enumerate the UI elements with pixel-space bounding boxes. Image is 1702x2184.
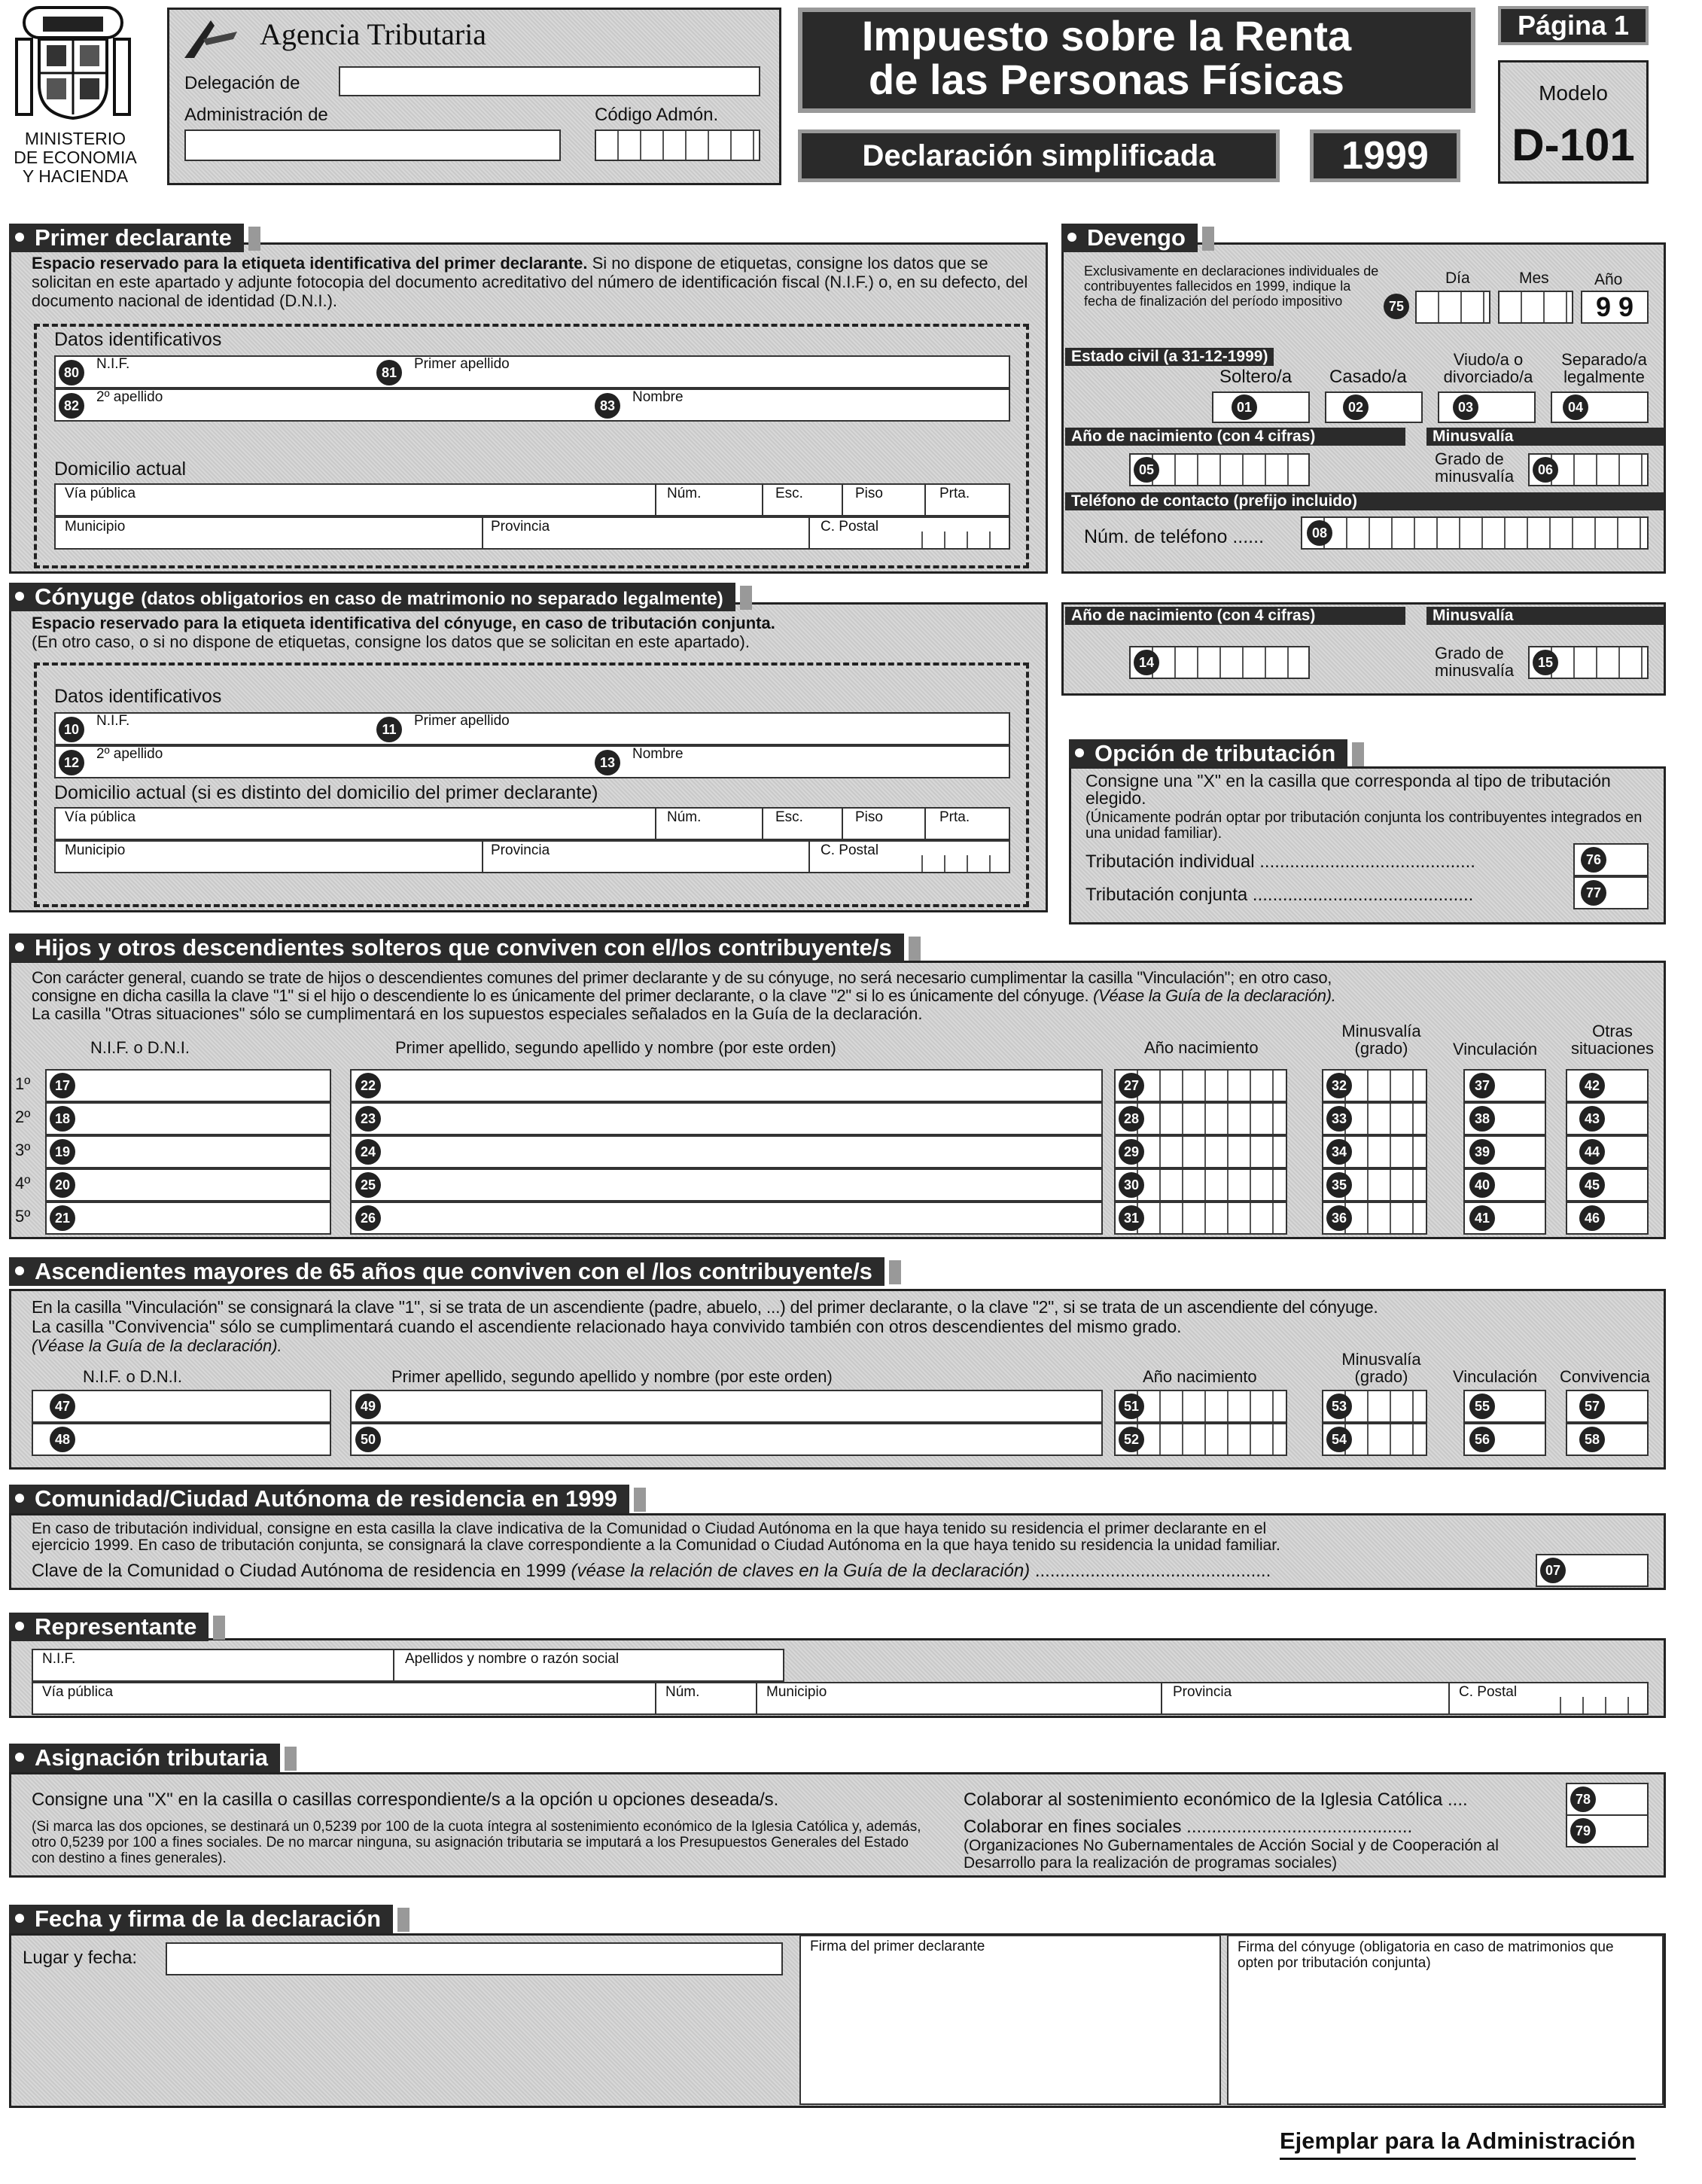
representante-municipio-label: Municipio (766, 1684, 827, 1700)
conyuge-grado-label: Grado de minusvalía (1435, 644, 1515, 680)
primer-id-row-2[interactable] (54, 388, 1010, 422)
hijos-otras-input[interactable] (1566, 1069, 1649, 1102)
box-30-icon: 30 (1119, 1172, 1144, 1198)
box-22-icon: 22 (355, 1073, 381, 1098)
representante-via-label: Vía pública (42, 1684, 114, 1700)
box-56-icon: 56 (1469, 1427, 1495, 1452)
box-75-icon: 75 (1384, 294, 1409, 319)
hijos-otras-input[interactable] (1566, 1202, 1649, 1235)
box-32-icon: 32 (1326, 1073, 1352, 1098)
primer-id-row-1[interactable] (54, 355, 1010, 388)
devengo-mes-label: Mes (1519, 270, 1549, 287)
hijos-otras-input[interactable] (1566, 1102, 1649, 1135)
box-83-icon: 83 (595, 393, 620, 419)
box-19-icon: 19 (50, 1139, 75, 1165)
devengo-ano-value: 9 9 (1581, 291, 1649, 324)
primer-segundo-apellido-label: 2º apellido (96, 389, 163, 405)
iglesia-label: Colaborar al sostenimiento económico de la Iglesia Católica .... (964, 1790, 1468, 1810)
ascend-text-2: La casilla "Convivencia" sólo se cumplimentará cuando el ascendiente relacionado haya convivido también con otros descendientes del mismo grado. (32, 1317, 1182, 1336)
primer-municipio-label: Municipio (65, 519, 126, 535)
title-line-2: de las Personas Físicas (869, 56, 1344, 103)
devengo-mes-input[interactable] (1498, 291, 1573, 324)
fines-note: (Organizaciones No Gubernamentales de Acción Social y de Cooperación al Desarrollo para la realización de programas sociales) (964, 1837, 1499, 1872)
conyuge-header-small: (datos obligatorios en caso de matrimonio no separado legalmente) (141, 589, 723, 609)
primer-provincia-label: Provincia (491, 519, 550, 535)
conyuge-via-label: Vía pública (65, 809, 136, 825)
devengo-dia-input[interactable] (1415, 291, 1490, 324)
year-box: 1999 (1310, 129, 1460, 182)
firma-conyuge-label: Firma del cónyuge (obligatoria en caso de matrimonios que opten por tributación conjunta) (1238, 1939, 1614, 1971)
box-14-icon: 14 (1134, 650, 1159, 675)
estado-soltero-input[interactable] (1212, 391, 1310, 423)
agency-name: Agencia Tributaria (260, 17, 487, 51)
box-15-icon: 15 (1533, 650, 1558, 675)
codigo-admon-input[interactable] (595, 129, 760, 161)
asignacion-text-2: (Si marca las dos opciones, se destinará un 0,5239 por 100 de la cuota íntegra al sostenimiento económico de la Iglesia Católica y, además, otro 0,5239 por 100 a fines sociales. De no marcar ninguna, su asignación tributaria se imputará a los Presupuestos Generales del Estado con destino a fines generales). (32, 1819, 921, 1866)
tributacion-individual-label: Tributación individual ........................................... (1085, 851, 1475, 872)
conyuge-note-rest: (En otro caso, o si no dispone de etiquetas, consigne los datos que se solicitan en este apartado). (32, 632, 750, 651)
administracion-input[interactable] (184, 129, 561, 161)
devengo-text: Exclusivamente en declaraciones individuales de contribuyentes fallecidos en 1999, indique la fecha de finalización del período impositivo (1084, 263, 1379, 309)
primer-via-label: Vía pública (65, 486, 136, 501)
box-23-icon: 23 (355, 1106, 381, 1132)
agency-logo-icon (181, 17, 241, 62)
conyuge-cpostal-label: C. Postal (821, 842, 879, 858)
separado-label: Separado/a legalmente (1561, 350, 1647, 386)
ascend-text-3: (Véase la Guía de la declaración). (32, 1336, 282, 1355)
ascend-conv-input[interactable] (1566, 1390, 1649, 1423)
hijos-col-name: Primer apellido, segundo apellido y nombre (por este orden) (395, 1038, 836, 1057)
box-53-icon: 53 (1326, 1394, 1352, 1419)
conyuge-note-bold: Espacio reservado para la etiqueta identificativa del cónyuge, en caso de tributación conjunta. (32, 614, 775, 632)
firma-primer-box[interactable] (799, 1935, 1221, 2105)
representante-apellidos-label: Apellidos y nombre o razón social (405, 1651, 620, 1667)
hijos-header: Hijos y otros descendientes solteros que conviven con el/los contribuyente/s (9, 934, 904, 962)
primer-apellido-label: Primer apellido (414, 356, 510, 372)
conyuge-municipio-label: Municipio (65, 842, 126, 858)
hijos-name-input[interactable] (350, 1069, 1103, 1102)
ascend-col-name: Primer apellido, segundo apellido y nombre (por este orden) (391, 1367, 833, 1386)
ascend-col-nif: N.I.F. o D.N.I. (83, 1367, 183, 1386)
box-02-icon: 02 (1343, 394, 1369, 420)
box-48-icon: 48 (50, 1427, 75, 1452)
box-31-icon: 31 (1119, 1205, 1144, 1231)
conyuge-esc-label: Esc. (775, 809, 803, 825)
conyuge-piso-label: Piso (855, 809, 883, 825)
lugar-fecha-input[interactable] (166, 1942, 783, 1975)
hijos-text-2 (32, 986, 1336, 1005)
representante-num-label: Núm. (665, 1684, 700, 1700)
hijos-text-2-italic: (Véase la Guía de la declaración). (1093, 986, 1336, 1005)
comunidad-text-3-italic: (véase la relación de claves en la Guía de la declaración) (571, 1561, 1031, 1581)
hijos-nif-input[interactable] (45, 1168, 331, 1202)
box-76-icon: 76 (1581, 847, 1606, 873)
modelo-code: D-101 (1512, 120, 1635, 170)
box-78-icon: 78 (1570, 1786, 1596, 1812)
conyuge-header: Cónyuge (datos obligatorios en caso de matrimonio no separado legalmente) (9, 583, 735, 611)
representante-nif-label: N.I.F. (42, 1651, 76, 1667)
box-54-icon: 54 (1326, 1427, 1352, 1452)
hijos-name-input[interactable] (350, 1102, 1103, 1135)
conyuge-minusvalia-header: Minusvalía (1426, 607, 1664, 625)
hijos-nif-input[interactable] (45, 1069, 331, 1102)
conyuge-datos-label: Datos identificativos (54, 686, 222, 707)
primer-esc-label: Esc. (775, 486, 803, 501)
comunidad-text-3-main: Clave de la Comunidad o Ciudad Autónoma de residencia en 1999 (32, 1561, 571, 1581)
comunidad-text-3 (32, 1561, 1271, 1580)
box-11-icon: 11 (376, 717, 402, 742)
fines-label: Colaborar en fines sociales ............................................. (964, 1817, 1413, 1837)
lugar-fecha-label: Lugar y fecha: (23, 1948, 138, 1968)
box-35-icon: 35 (1326, 1172, 1352, 1198)
page-number-badge: Página 1 (1498, 6, 1649, 45)
box-37-icon: 37 (1469, 1073, 1495, 1098)
ascend-nif-input[interactable] (32, 1423, 331, 1456)
modelo-label: Modelo (1539, 81, 1608, 105)
fecha-header: Fecha y firma de la declaración (9, 1905, 393, 1933)
comunidad-header: Comunidad/Ciudad Autónoma de residencia en 1999 (9, 1485, 629, 1513)
hijos-col-nif: N.I.F. o D.N.I. (90, 1038, 190, 1057)
primer-nombre-label: Nombre (632, 389, 684, 405)
box-55-icon: 55 (1469, 1394, 1495, 1419)
primer-num-label: Núm. (667, 486, 702, 501)
administracion-label: Administración de (184, 105, 328, 125)
ascend-col-conv: Convivencia (1560, 1367, 1650, 1386)
box-21-icon: 21 (50, 1205, 75, 1231)
box-57-icon: 57 (1579, 1394, 1605, 1419)
opcion-text-1: Consigne una "X" en la casilla que corresponda al tipo de tributación elegido. (1085, 771, 1611, 808)
ascend-conv-input[interactable] (1566, 1423, 1649, 1456)
hijos-otras-input[interactable] (1566, 1135, 1649, 1168)
hijos-nif-input[interactable] (45, 1102, 331, 1135)
hijos-col-minus: Minusvalía (grado) (1341, 1022, 1421, 1058)
ascend-name-input[interactable] (350, 1423, 1103, 1456)
hijos-row-label: 2º (15, 1107, 31, 1126)
conyuge-domicilio-label: Domicilio actual (si es distinto del domicilio del primer declarante) (54, 782, 598, 803)
box-52-icon: 52 (1119, 1427, 1144, 1452)
box-17-icon: 17 (50, 1073, 75, 1098)
codigo-admon-label: Código Admón. (595, 105, 719, 125)
primer-domicilio-label: Domicilio actual (54, 458, 187, 480)
ano-nacimiento-header: Año de nacimiento (con 4 cifras) (1065, 428, 1405, 446)
hijos-otras-input[interactable] (1566, 1168, 1649, 1202)
box-06-icon: 06 (1533, 457, 1558, 483)
box-20-icon: 20 (50, 1172, 75, 1198)
primer-note-rest: Si no dispone de etiquetas, consigne los datos que se solicitan en este apartado y adjunte fotocopia del documento acreditativo del número de identificación fiscal (N.I.F.) o, en su defecto, del documento nacional de identidad (D.N.I.). (32, 254, 1028, 310)
opcion-header: Opción de tributación (1069, 739, 1347, 768)
primer-declarante-header: Primer declarante (9, 224, 244, 252)
representante-header: Representante (9, 1613, 209, 1641)
hijos-name-input[interactable] (350, 1168, 1103, 1202)
conyuge-prta-label: Prta. (939, 809, 970, 825)
box-04-icon: 04 (1563, 394, 1588, 420)
box-38-icon: 38 (1469, 1106, 1495, 1132)
box-44-icon: 44 (1579, 1139, 1605, 1165)
primer-note-bold: Espacio reservado para la etiqueta identificativa del primer declarante. (32, 254, 588, 273)
representante-provincia-label: Provincia (1173, 1684, 1232, 1700)
comunidad-text-1: En caso de tributación individual, consigne en esta casilla la clave indicativa de la Comunidad o Ciudad Autónoma en la que haya tenido su residencia el primer declarante en el (32, 1520, 1267, 1537)
box-45-icon: 45 (1579, 1172, 1605, 1198)
hijos-name-input[interactable] (350, 1202, 1103, 1235)
box-49-icon: 49 (355, 1394, 381, 1419)
conyuge-num-label: Núm. (667, 809, 702, 825)
conyuge-segundo-apellido-label: 2º apellido (96, 746, 163, 762)
box-39-icon: 39 (1469, 1139, 1495, 1165)
conyuge-provincia-label: Provincia (491, 842, 550, 858)
box-82-icon: 82 (59, 393, 84, 419)
box-28-icon: 28 (1119, 1106, 1144, 1132)
title-line-1: Impuesto sobre la Renta (861, 12, 1352, 59)
ascend-header: Ascendientes mayores de 65 años que conviven con el /los contribuyente/s (9, 1257, 884, 1286)
box-43-icon: 43 (1579, 1106, 1605, 1132)
box-25-icon: 25 (355, 1172, 381, 1198)
firma-primer-label: Firma del primer declarante (810, 1939, 985, 1954)
box-13-icon: 13 (595, 750, 620, 775)
hijos-col-otras: Otras situaciones (1570, 1022, 1655, 1058)
box-05-icon: 05 (1134, 457, 1159, 483)
conyuge-id-row-2[interactable] (54, 745, 1010, 778)
hijos-nif-input[interactable] (45, 1135, 331, 1168)
hijos-nif-input[interactable] (45, 1202, 331, 1235)
primer-piso-label: Piso (855, 486, 883, 501)
ascend-nif-input[interactable] (32, 1390, 331, 1423)
hijos-text-1: Con carácter general, cuando se trate de hijos o descendientes comunes del primer declarante y de su cónyuge, no será necesario cumplimentar la casilla "Vinculación"; en otro caso, (32, 968, 1332, 987)
delegacion-label: Delegación de (184, 73, 300, 93)
estado-casado-input[interactable] (1325, 391, 1423, 423)
box-36-icon: 36 (1326, 1205, 1352, 1231)
box-12-icon: 12 (59, 750, 84, 775)
subtitle-box: Declaración simplificada (798, 129, 1280, 182)
spain-coat-of-arms-logo (9, 2, 137, 126)
box-41-icon: 41 (1469, 1205, 1495, 1231)
footer-copy-label: Ejemplar para la Administración (1280, 2128, 1636, 2160)
hijos-col-vinc: Vinculación (1453, 1040, 1538, 1058)
minusvalia-header: Minusvalía (1426, 428, 1664, 446)
conyuge-apellido-label: Primer apellido (414, 713, 510, 729)
box-42-icon: 42 (1579, 1073, 1605, 1098)
primer-cpostal-label: C. Postal (821, 519, 879, 535)
box-50-icon: 50 (355, 1427, 381, 1452)
hijos-text-3: La casilla "Otras situaciones" sólo se cumplimentará en los supuestos especiales señalados en la Guía de la declaración. (32, 1004, 923, 1023)
hijos-row-label: 1º (15, 1074, 31, 1093)
box-08-icon: 08 (1307, 520, 1332, 546)
telefono-header: Teléfono de contacto (prefijo incluido) (1065, 492, 1664, 510)
box-46-icon: 46 (1579, 1205, 1605, 1231)
box-81-icon: 81 (376, 360, 402, 385)
ascend-col-minus: Minusvalía (grado) (1341, 1350, 1421, 1386)
primer-cpostal-ticks (900, 532, 1006, 548)
delegacion-input[interactable] (339, 66, 760, 96)
conyuge-ano-nac-header: Año de nacimiento (con 4 cifras) (1065, 607, 1405, 625)
box-40-icon: 40 (1469, 1172, 1495, 1198)
grado-minusvalia-label: Grado de minusvalía (1435, 449, 1515, 486)
hijos-row-label: 3º (15, 1141, 31, 1159)
tributacion-conjunta-label: Tributación conjunta ............................................ (1085, 885, 1474, 905)
hijos-text-2-main: consigne en dicha casilla la clave "1" si el hijo o descendiente lo es únicamente del primer declarante, o la clave "2" si lo es únicamente del cónyuge. (32, 986, 1094, 1005)
devengo-dia-label: Día (1445, 270, 1470, 287)
hijos-col-ano: Año nacimiento (1144, 1038, 1259, 1057)
telefono-label: Núm. de teléfono ...... (1084, 526, 1265, 547)
comunidad-text-2: ejercicio 1999. En caso de tributación conjunta, se consignará la clave correspondiente a la Comunidad o Ciudad Autónoma en la que haya tenido su residencia la unidad familiar. (32, 1537, 1280, 1554)
box-80-icon: 80 (59, 360, 84, 385)
conyuge-nombre-label: Nombre (632, 746, 684, 762)
box-77-icon: 77 (1581, 880, 1606, 906)
box-01-icon: 01 (1232, 394, 1257, 420)
box-26-icon: 26 (355, 1205, 381, 1231)
representante-cpostal-label: C. Postal (1459, 1684, 1518, 1700)
primer-nif-label: N.I.F. (96, 356, 130, 372)
ascend-col-vinc: Vinculación (1453, 1367, 1538, 1386)
casado-label: Casado/a (1329, 367, 1407, 387)
box-03-icon: 03 (1453, 394, 1478, 420)
ascend-col-ano: Año nacimiento (1143, 1367, 1257, 1386)
comunidad-dots: ............................................... (1030, 1561, 1271, 1581)
box-27-icon: 27 (1119, 1073, 1144, 1098)
devengo-ano-label: Año (1594, 271, 1623, 288)
hijos-name-input[interactable] (350, 1135, 1103, 1168)
primer-prta-label: Prta. (939, 486, 970, 501)
representante-cpostal-ticks (1539, 1697, 1644, 1713)
telefono-input[interactable] (1301, 516, 1649, 550)
box-29-icon: 29 (1119, 1139, 1144, 1165)
hijos-row-label: 5º (15, 1207, 31, 1226)
conyuge-nif-label: N.I.F. (96, 713, 130, 729)
box-18-icon: 18 (50, 1106, 75, 1132)
box-58-icon: 58 (1579, 1427, 1605, 1452)
box-10-icon: 10 (59, 717, 84, 742)
box-34-icon: 34 (1326, 1139, 1352, 1165)
ascend-name-input[interactable] (350, 1390, 1103, 1423)
box-33-icon: 33 (1326, 1106, 1352, 1132)
viudo-label: Viudo/a o divorciado/a (1443, 350, 1533, 386)
hijos-row-label: 4º (15, 1174, 31, 1193)
representante-row-2[interactable] (32, 1682, 1649, 1715)
box-24-icon: 24 (355, 1139, 381, 1165)
ministry-name: MINISTERIO DE ECONOMIA Y HACIENDA (14, 129, 137, 186)
primer-note (32, 254, 1033, 310)
soltero-label: Soltero/a (1219, 367, 1292, 387)
ascend-text-1: En la casilla "Vinculación" se consignará la clave "1", si se trata de un ascendiente (padre, abuelo, ...) del primer declarante, o la clave "2", si se trata de un ascendiente del cónyuge. (32, 1297, 1378, 1317)
asignacion-header: Asignación tributaria (9, 1744, 280, 1772)
primer-datos-label: Datos identificativos (54, 329, 222, 350)
box-07-icon: 07 (1540, 1558, 1566, 1583)
estado-civil-header: Estado civil (a 31-12-1999) (1065, 348, 1274, 366)
asignacion-text-1: Consigne una "X" en la casilla o casillas correspondiente/s a la opción u opciones deseada/s. (32, 1790, 779, 1810)
opcion-text-2: (Únicamente podrán optar por tributación conjunta los contribuyentes integrados en una unidad familiar). (1085, 809, 1643, 842)
devengo-header: Devengo (1061, 224, 1198, 252)
box-79-icon: 79 (1570, 1818, 1596, 1844)
box-47-icon: 47 (50, 1394, 75, 1419)
conyuge-id-row-1[interactable] (54, 712, 1010, 745)
conyuge-cpostal-ticks (900, 855, 1006, 872)
box-51-icon: 51 (1119, 1394, 1144, 1419)
